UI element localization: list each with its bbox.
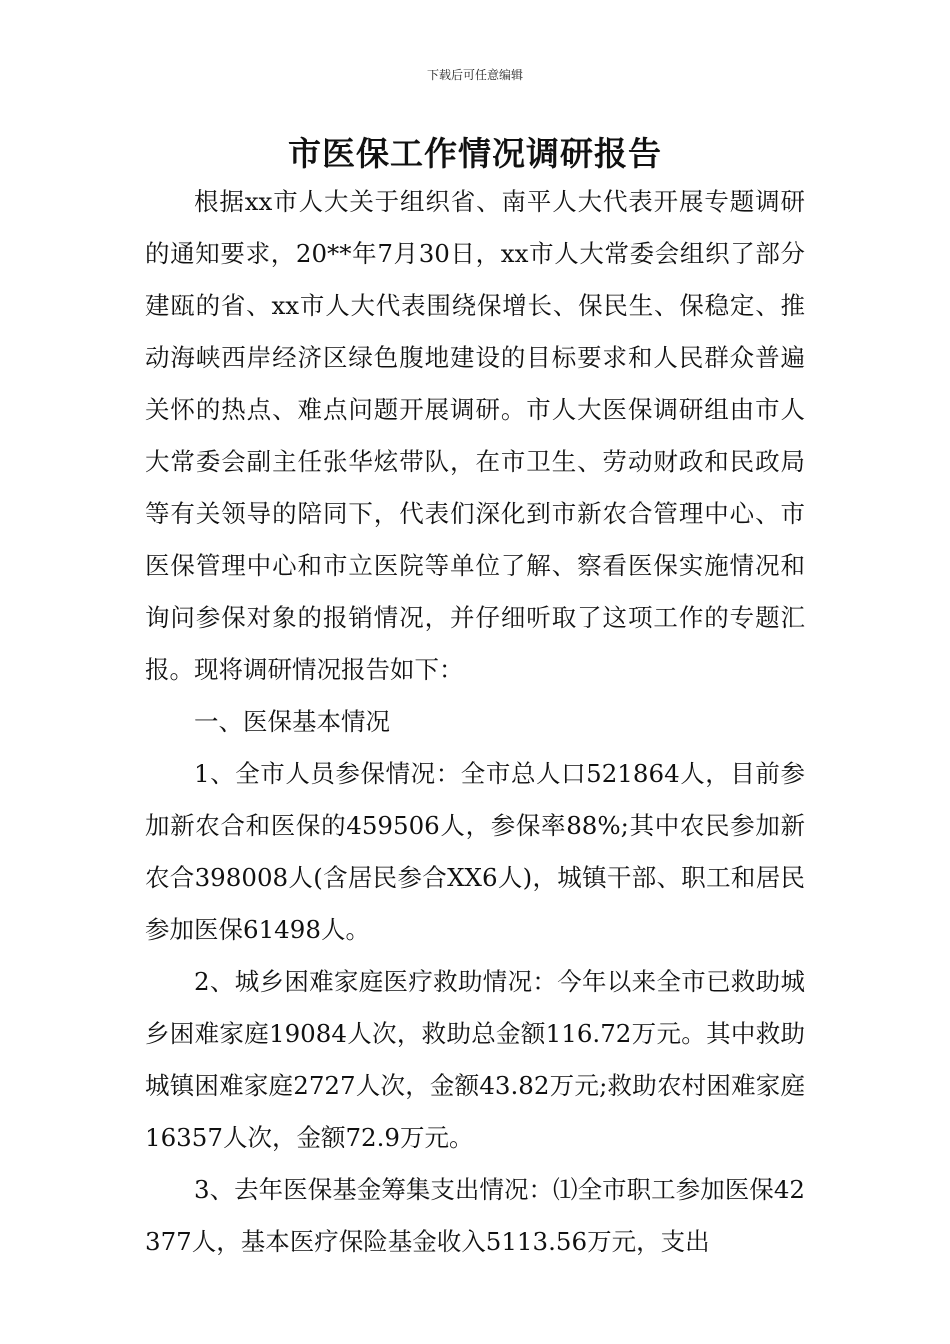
paragraph-item-3: 3、去年医保基金筹集支出情况：⑴全市职工参加医保42377人，基本医疗保险基金收入5113.56万元，支出 xyxy=(145,1175,805,1256)
paragraph-intro: 根据xx市人大关于组织省、南平人大代表开展专题调研的通知要求，20**年7月30日，xx市人大常委会组织了部分建瓯的省、xx市人大代表围绕保增长、保民生、保稳定、推动海峡西岸经济区绿色腹地建设的目标要求和人民群众普遍关怀的热点、难点问题开展调研。市人大医保调研组由市人大常委会副主任张华炫带队，在市卫生、劳动财政和民政局等有关领导的陪同下，代表们深化到市新农合管理中心、市医保管理中心和市立医院等单位了解、察看医保实施情况和询问参保对象的报销情况，并仔细听取了这项工作的专题汇报。现将调研情况报告如下： xyxy=(145,187,805,684)
document-title: 市医保工作情况调研报告 xyxy=(288,134,662,173)
paragraph-item-2: 2、城乡困难家庭医疗救助情况：今年以来全市已救助城乡困难家庭19084人次，救助总金额116.72万元。其中救助城镇困难家庭2727人次，金额43.82万元;救助农村困难家庭16357人次，金额72.9万元。 xyxy=(145,967,805,1152)
paragraph-item-1: 1、全市人员参保情况：全市总人口521864人，目前参加新农合和医保的459506人，参保率88%;其中农民参加新农合398008人(含居民参合XX6人)，城镇干部、职工和居民参加医保61498人。 xyxy=(145,759,805,944)
section-heading: 一、医保基本情况 xyxy=(194,707,390,736)
header-note: 下载后可任意编辑 xyxy=(426,68,523,82)
document-body xyxy=(145,176,805,1268)
